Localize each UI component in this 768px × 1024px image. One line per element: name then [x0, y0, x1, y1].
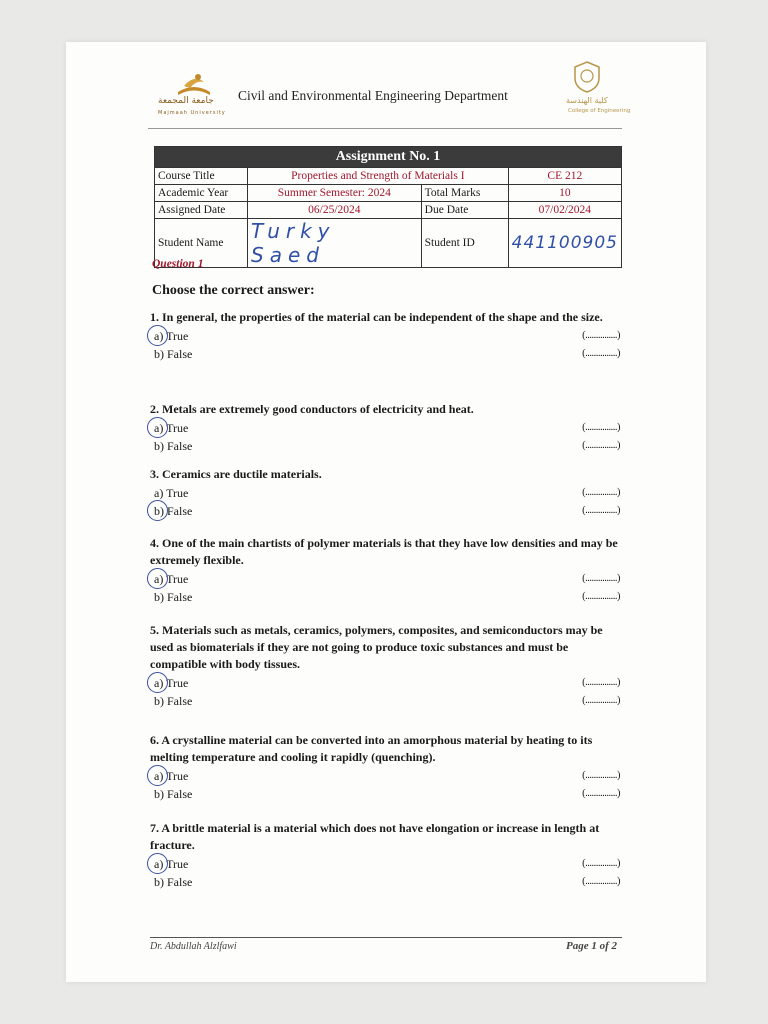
answer-option-label: b) False: [154, 504, 193, 518]
university-logo: [156, 70, 230, 120]
answer-blank[interactable]: (...............): [582, 440, 620, 451]
assigned-date-value: 06/25/2024: [248, 202, 422, 219]
selected-circle-mark: [147, 325, 168, 346]
answer-option-label: a) True: [154, 329, 189, 343]
course-title-label: Course Title: [155, 168, 248, 185]
answer-option-label: a) True: [154, 857, 189, 871]
answer-blank[interactable]: (...............): [582, 422, 620, 433]
selected-circle-mark: [147, 672, 168, 693]
answer-option-label: b) False: [154, 590, 193, 604]
document-page: [66, 42, 706, 982]
answer-blank[interactable]: (...............): [582, 330, 620, 341]
answer-option-a[interactable]: [150, 674, 620, 692]
answer-option-b[interactable]: [150, 785, 620, 803]
university-logo-english: Majmaah University: [158, 110, 226, 116]
answer-option-b[interactable]: [150, 692, 620, 710]
answer-blank[interactable]: (...............): [582, 770, 620, 781]
college-logo-english: College of Engineering: [568, 108, 631, 114]
total-marks-label: Total Marks: [421, 185, 508, 202]
question-stem: 6. A crystalline material can be converted into an amorphous material by heating to its melting temperature and cooling it rapidly (quenching).: [150, 733, 593, 764]
question-item: [150, 820, 620, 891]
answer-blank[interactable]: (...............): [582, 348, 620, 359]
answer-option-label: a) True: [154, 486, 189, 500]
answer-option-label: b) False: [154, 347, 193, 361]
selected-circle-mark: [147, 765, 168, 786]
answer-option-label: a) True: [154, 769, 189, 783]
answer-blank[interactable]: (...............): [582, 788, 620, 799]
university-logo-arabic: جامعة المجمعة: [158, 96, 214, 106]
answer-option-b[interactable]: [150, 502, 620, 520]
answer-blank[interactable]: (...............): [582, 487, 620, 498]
answer-blank[interactable]: (...............): [582, 505, 620, 516]
answer-option-a[interactable]: [150, 419, 620, 437]
question-stem: 1. In general, the properties of the material can be independent of the shape and the size.: [150, 310, 603, 324]
answer-option-a[interactable]: [150, 484, 620, 502]
answer-option-label: a) True: [154, 421, 189, 435]
answer-option-b[interactable]: [150, 588, 620, 606]
answer-option-label: b) False: [154, 875, 193, 889]
student-name-label: Student Name: [155, 219, 248, 268]
course-code-value: CE 212: [508, 168, 621, 185]
question-stem: 2. Metals are extremely good conductors of electricity and heat.: [150, 402, 474, 416]
question-stem: 7. A brittle material is a material which does not have elongation or increase in length at fracture.: [150, 821, 600, 852]
selected-circle-mark: [147, 568, 168, 589]
selected-circle-mark: [147, 500, 168, 521]
question-item: [150, 732, 620, 803]
answer-blank[interactable]: (...............): [582, 695, 620, 706]
college-logo: [546, 60, 631, 120]
student-id-label: Student ID: [421, 219, 508, 268]
academic-year-label: Academic Year: [155, 185, 248, 202]
footer-page-number: Page 1 of 2: [566, 940, 618, 952]
answer-option-label: b) False: [154, 439, 193, 453]
footer-author: Dr. Abdullah Alzlfawi: [150, 941, 237, 952]
question-stem: 5. Materials such as metals, ceramics, polymers, composites, and semiconductors may be used as biomaterials if they are not going to produce toxic substances and must be compatible with body tissues.: [150, 623, 603, 671]
answer-option-b[interactable]: [150, 873, 620, 891]
answer-blank[interactable]: (...............): [582, 573, 620, 584]
selected-circle-mark: [147, 853, 168, 874]
shield-icon: [572, 60, 602, 94]
answer-option-a[interactable]: [150, 855, 620, 873]
answer-option-b[interactable]: [150, 437, 620, 455]
selected-circle-mark: [147, 417, 168, 438]
due-date-label: Due Date: [421, 202, 508, 219]
answer-blank[interactable]: (...............): [582, 591, 620, 602]
answer-blank[interactable]: (...............): [582, 858, 620, 869]
total-marks-value: 10: [508, 185, 621, 202]
answer-option-a[interactable]: [150, 327, 620, 345]
assignment-info-table: [154, 146, 622, 268]
question-item: [150, 309, 620, 363]
course-title-value: Properties and Strength of Materials I: [248, 168, 509, 185]
header-divider: [148, 128, 622, 129]
answer-blank[interactable]: (...............): [582, 876, 620, 887]
college-logo-arabic: كلية الهندسة: [566, 96, 608, 105]
answer-option-b[interactable]: [150, 345, 620, 363]
footer-divider: [150, 937, 622, 938]
question-item: [150, 622, 620, 710]
answer-option-a[interactable]: [150, 767, 620, 785]
academic-year-value: Summer Semester: 2024: [248, 185, 422, 202]
assigned-date-label: Assigned Date: [155, 202, 248, 219]
book-logo-icon: [174, 70, 214, 98]
student-name-handwritten: Turky Saed: [251, 219, 336, 267]
question-item: [150, 535, 620, 606]
due-date-value: 07/02/2024: [508, 202, 621, 219]
student-name-field[interactable]: [248, 219, 422, 268]
department-title: Civil and Environmental Engineering Department: [238, 88, 508, 103]
question-stem: 4. One of the main chartists of polymer materials is that they have low densities and may be extremely flexible.: [150, 536, 618, 567]
instruction-heading: Choose the correct answer:: [152, 283, 315, 298]
answer-option-label: b) False: [154, 694, 193, 708]
question-item: [150, 401, 620, 455]
assignment-title: Assignment No. 1: [155, 147, 622, 168]
student-id-field[interactable]: [508, 219, 621, 268]
answer-blank[interactable]: (...............): [582, 677, 620, 688]
answer-option-label: b) False: [154, 787, 193, 801]
answer-option-label: a) True: [154, 676, 189, 690]
question-stem: 3. Ceramics are ductile materials.: [150, 467, 322, 481]
answer-option-a[interactable]: [150, 570, 620, 588]
question-item: [150, 466, 620, 520]
student-id-handwritten: 441100905: [511, 233, 618, 253]
answer-option-label: a) True: [154, 572, 189, 586]
question-label: Question 1: [152, 258, 204, 270]
